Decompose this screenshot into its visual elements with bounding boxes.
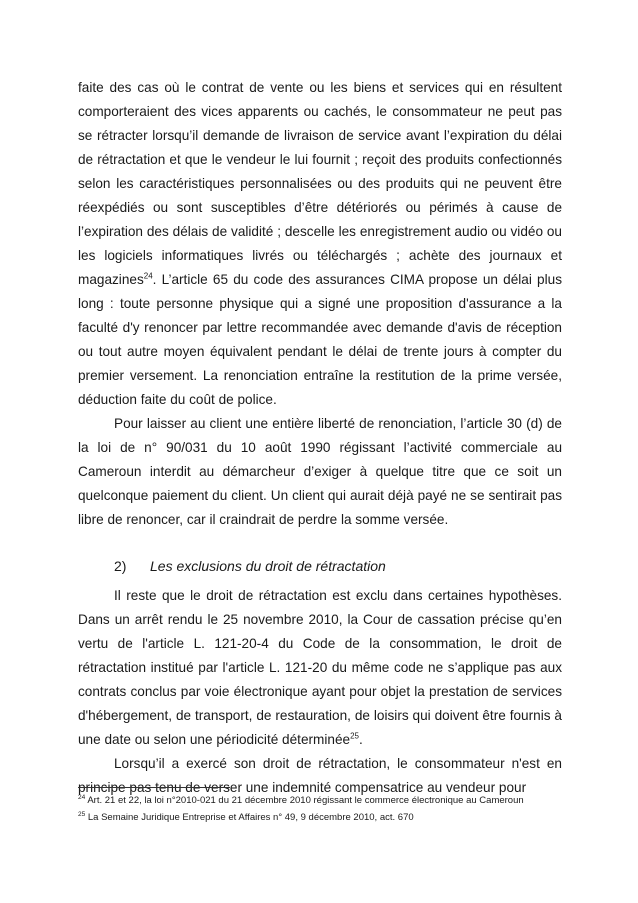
section-number: 2) [114,558,127,574]
body-text [78,76,562,800]
section-title: Les exclusions du droit de rétractation [150,558,386,574]
paragraph-4: Lorsqu’il a exercé son droit de rétractation, le consommateur n'est en principe pas tenu de verser une indemnité compensatrice au vendeur pour [78,756,562,795]
footnote-25 [78,809,562,826]
footnote-number: 24 [78,793,86,801]
footnote-separator [78,787,230,788]
paragraph-3 [78,584,562,752]
footnote-number: 25 [78,810,86,818]
footnotes [78,787,562,826]
paragraph-3-end: . [358,732,363,747]
footnote-ref-25[interactable]: 25 [350,731,359,741]
paragraph-3-text: Il reste que le droit de rétractation est exclu dans certaines hypothèses. Dans un arrêt rendu le 25 novembre 2010, la Cour de cassation précise qu’en vertu de l'article L. 121-20-4 du Code de la consommation, le droit de rétractation institué par l'article L. 121-20 du même code ne s’applique pas aux contrats conclus par voie électronique ayant pour objet la prestation de services d'hébergement, de transport, de restauration, de loisirs qui doivent être fournis à une date ou selon une périodicité déterminée [78,588,562,747]
footnote-text: Art. 21 et 22, la loi n°2010-021 du 21 décembre 2010 régissant le commerce électronique au Cameroun [85,795,524,806]
paragraph-1 [78,76,562,412]
paragraph-1-text: faite des cas où le contrat de vente ou les biens et services qui en résultent comporteraient des vices apparents ou cachés, le consommateur ne peut pas se rétracter lorsqu’il demande de livraison de service avant l’expiration du délai de rétractation et que le vendeur le lui fournit ; reçoit des produits confectionnés selon les caractéristiques personnalisées ou des produits qui ne peuvent être réexpédiés ou sont susceptibles d’être détériorés ou périmés à cause de l’expiration des délais de validité ; descelle les enregistrement audio ou vidéo ou les logiciels informatiques livrés ou téléchargés ; achète des journaux et magazines [78,80,562,287]
paragraph-2: Pour laisser au client une entière liberté de renonciation, l’article 30 (d) de la loi de n° 90/031 du 10 août 1990 régissant l’activité commerciale au Cameroun interdit au démarcheur d’exiger à quelque titre que ce soit un quelconque paiement du client. Un client qui aurait déjà payé ne se sentirait pas libre de renoncer, car il craindrait de perdre la somme versée. [78,416,562,527]
footnote-text: La Semaine Juridique Entreprise et Affaires n° 49, 9 décembre 2010, act. 670 [85,812,414,823]
paragraph-1-continuation: . L’article 65 du code des assurances CIMA propose un délai plus long : toute personne physique qui a signé une proposition d'assurance a la faculté d'y renoncer par lettre recommandée avec demande d'avis de réception ou tout autre moyen équivalent pendant le délai de trente jours à compter du premier versement. La renonciation entraîne la restitution de la prime versée, déduction faite du coût de police. [78,272,562,407]
footnote-24 [78,792,562,809]
section-heading [78,554,562,578]
footnote-ref-24[interactable]: 24 [143,271,153,281]
